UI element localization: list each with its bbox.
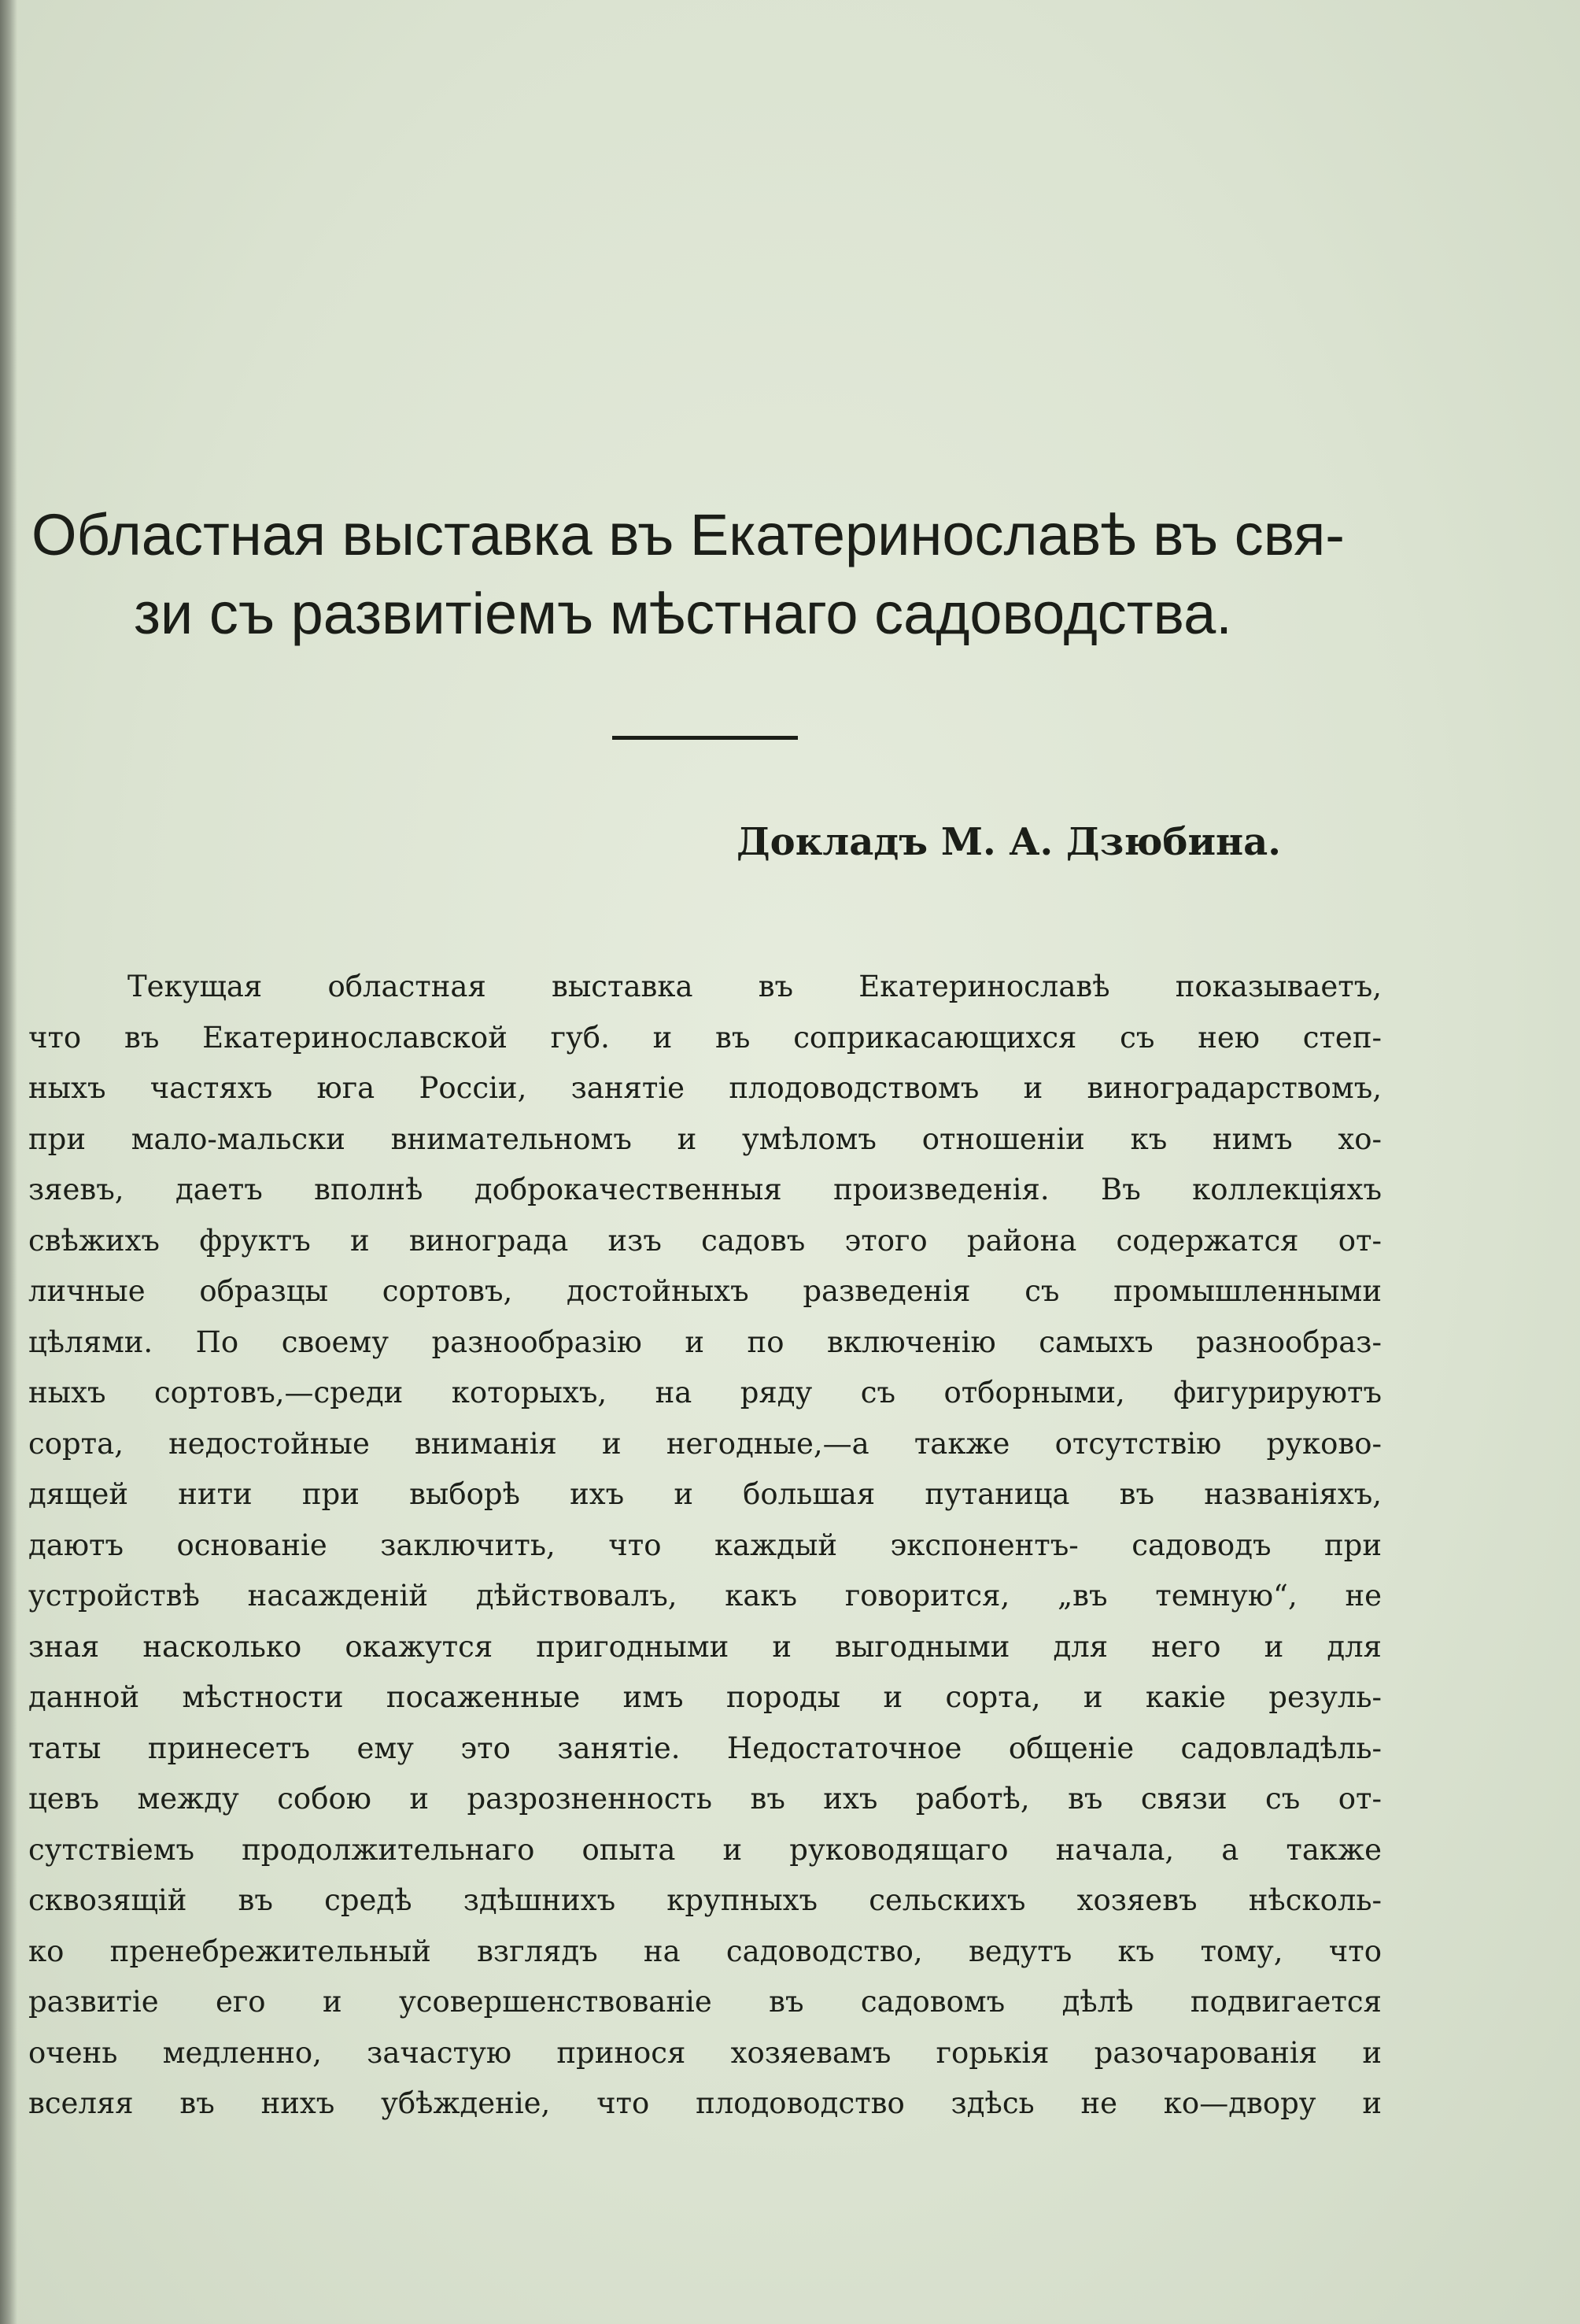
body-line: ныхъ сортовъ,—среди которыхъ, на ряду съ отборными, фигурируютъ [28, 1376, 1382, 1410]
body-line: свѣжихъ фруктъ и винограда изъ садовъ этого района содержатся от- [28, 1223, 1382, 1258]
body-line: развитіе его и усовершенствованіе въ садовомъ дѣлѣ подвигается [28, 1985, 1382, 2019]
body-line: вселяя въ нихъ убѣжденіе, что плодоводство здѣсь не ко—двору и [28, 2086, 1382, 2120]
title-line: Областная выставка въ Екатеринославѣ въ свя- [31, 502, 1345, 567]
body-line: Текущая областная выставка въ Екатеринославѣ показываетъ, [127, 970, 1382, 1003]
body-line: дящей нити при выборѣ ихъ и большая путаница въ названіяхъ, [28, 1477, 1382, 1511]
page-binding-edge [0, 0, 17, 2324]
body-line: ныхъ частяхъ юга Россіи, занятіе плодоводствомъ и виноградарствомъ, [28, 1071, 1382, 1105]
author-byline: Докладъ М. А. Дзюбина. [736, 820, 1281, 864]
body-line: цевъ между собою и разрозненность въ ихъ работѣ, въ связи съ от- [28, 1782, 1382, 1816]
body-line: сорта, недостойные вниманія и негодные,—а также отсутствію руково- [28, 1426, 1382, 1461]
body-line: таты принесетъ ему это занятіе. Недостаточное общеніе садовладѣль- [28, 1731, 1382, 1765]
body-line: устройствѣ насажденій дѣйствовалъ, какъ говорится, „въ темную“, не [28, 1579, 1382, 1613]
body-line: личные образцы сортовъ, достойныхъ разведенія съ промышленными [28, 1274, 1382, 1308]
body-line: что въ Екатеринославской губ. и въ соприкасающихся съ нею степ- [28, 1020, 1382, 1055]
body-line: сквозящій въ средѣ здѣшнихъ крупныхъ сельскихъ хозяевъ нѣсколь- [28, 1883, 1382, 1917]
body-line: цѣлями. По своему разнообразію и по включенію самыхъ разнообраз- [28, 1325, 1382, 1359]
body-line: сутствіемъ продолжительнаго опыта и руководящаго начала, а также [28, 1832, 1382, 1867]
title-line: зи съ развитіемъ мѣстнаго садоводства. [134, 581, 1232, 646]
body-line: очень медленно, зачастую принося хозяевамъ горькія разочарованія и [28, 2035, 1382, 2070]
body-line: даютъ основаніе заключить, что каждый экспонентъ- садоводъ при [28, 1528, 1382, 1562]
body-line: зная насколько окажутся пригодными и выгодными для него и для [28, 1629, 1382, 1664]
body-line: зяевъ, даетъ вполнѣ доброкачественныя произведенія. Въ коллекціяхъ [28, 1173, 1382, 1206]
article-title [31, 496, 1385, 653]
body-line: данной мѣстности посаженные имъ породы и сорта, и какіе резуль- [28, 1680, 1382, 1714]
body-line: при мало-мальски внимательномъ и умѣломъ отношеніи къ нимъ хо- [28, 1121, 1382, 1156]
article-body [28, 962, 1382, 2130]
body-line: ко пренебрежительный взглядъ на садоводство, ведутъ къ тому, что [28, 1934, 1382, 1968]
title-divider [612, 736, 798, 740]
